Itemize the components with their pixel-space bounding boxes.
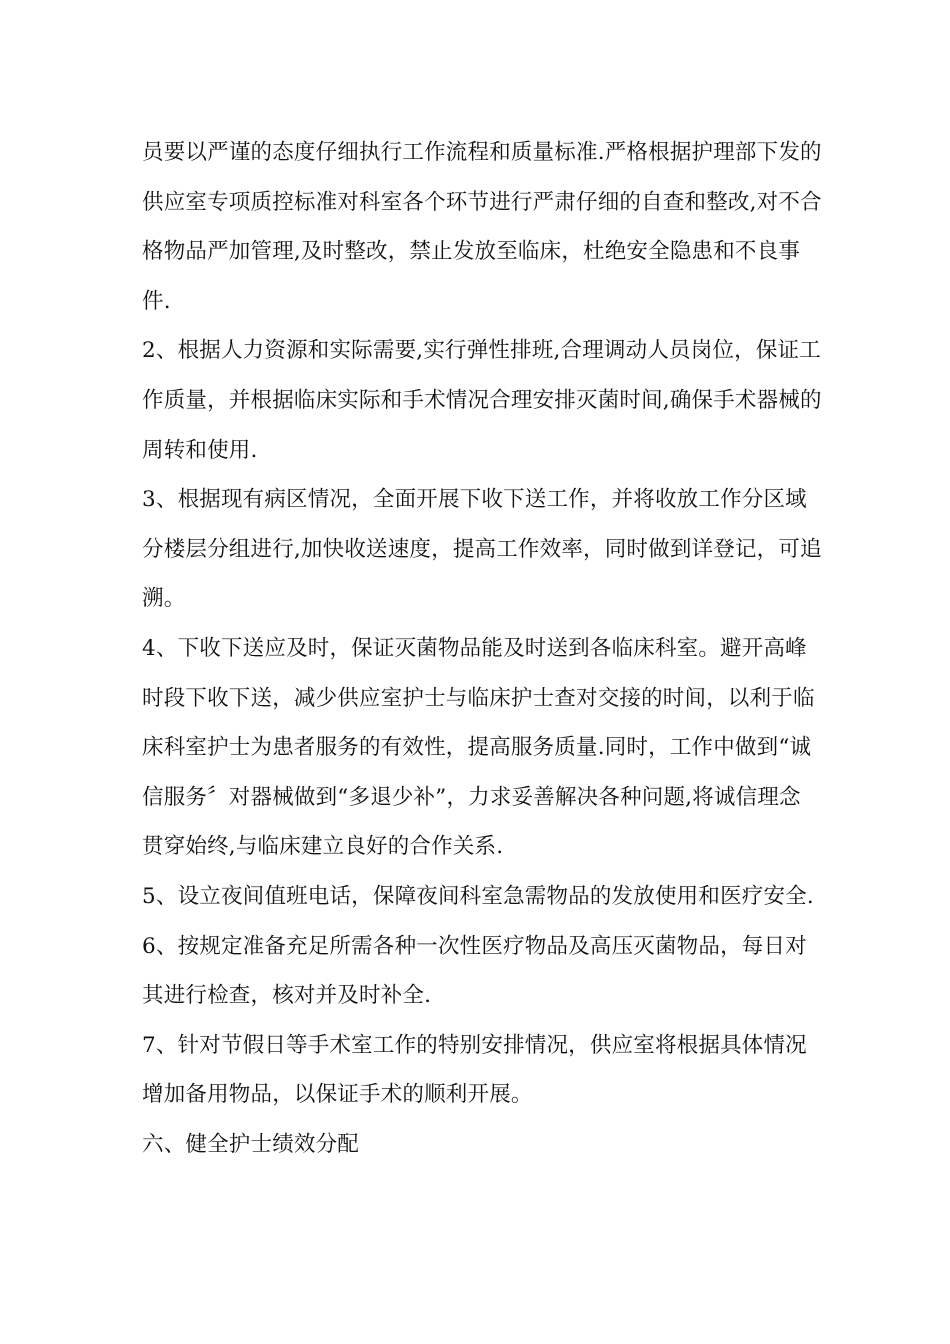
paragraph-item-4: 4、下收下送应及时，保证灭菌物品能及时送到各临床科室。避开高峰时段下收下送，减少供应室护士与临床护士查对交接的时间，以利于临床科室护士为患者服务的有效性，提高服务质量.同时，工作中做到“诚信服务〞对器械做到“多退少补”，力求妥善解决各种问题,将诚信理念贯穿始终,与临床建立良好的合作关系. (142, 635, 815, 860)
paragraph-item-7: 7、针对节假日等手术室工作的特别安排情况，供应室将根据具体情况增加备用物品，以保证手术的顺利开展。 (142, 1032, 807, 1108)
paragraph-item-6: 6、按规定准备充足所需各种一次性医疗物品及高压灭菌物品，每日对其进行检查，核对并及时补全. (142, 933, 807, 1009)
document-body (142, 128, 822, 1169)
section-heading: 六、健全护士绩效分配 (142, 1131, 360, 1157)
paragraph-item-3: 3、根据现有病区情况，全面开展下收下送工作，并将收放工作分区域分楼层分组进行,加快收送速度，提高工作效率，同时做到详登记，可追溯。 (142, 487, 822, 612)
paragraph-item-2: 2、根据人力资源和实际需要,实行弹性排班,合理调动人员岗位，保证工作质量，并根据临床实际和手术情况合理安排灭菌时间,确保手术器械的周转和使用. (142, 338, 822, 463)
paragraph-continuation: 员要以严谨的态度仔细执行工作流程和质量标准.严格根据护理部下发的供应室专项质控标准对科室各个环节进行严肃仔细的自查和整改,对不合格物品严加管理,及时整改，禁止发放至临床，杜绝安全隐患和不良事件. (142, 140, 822, 314)
paragraph-item-5: 5、设立夜间值班电话，保障夜间科室急需物品的发放使用和医疗安全. (142, 883, 814, 909)
